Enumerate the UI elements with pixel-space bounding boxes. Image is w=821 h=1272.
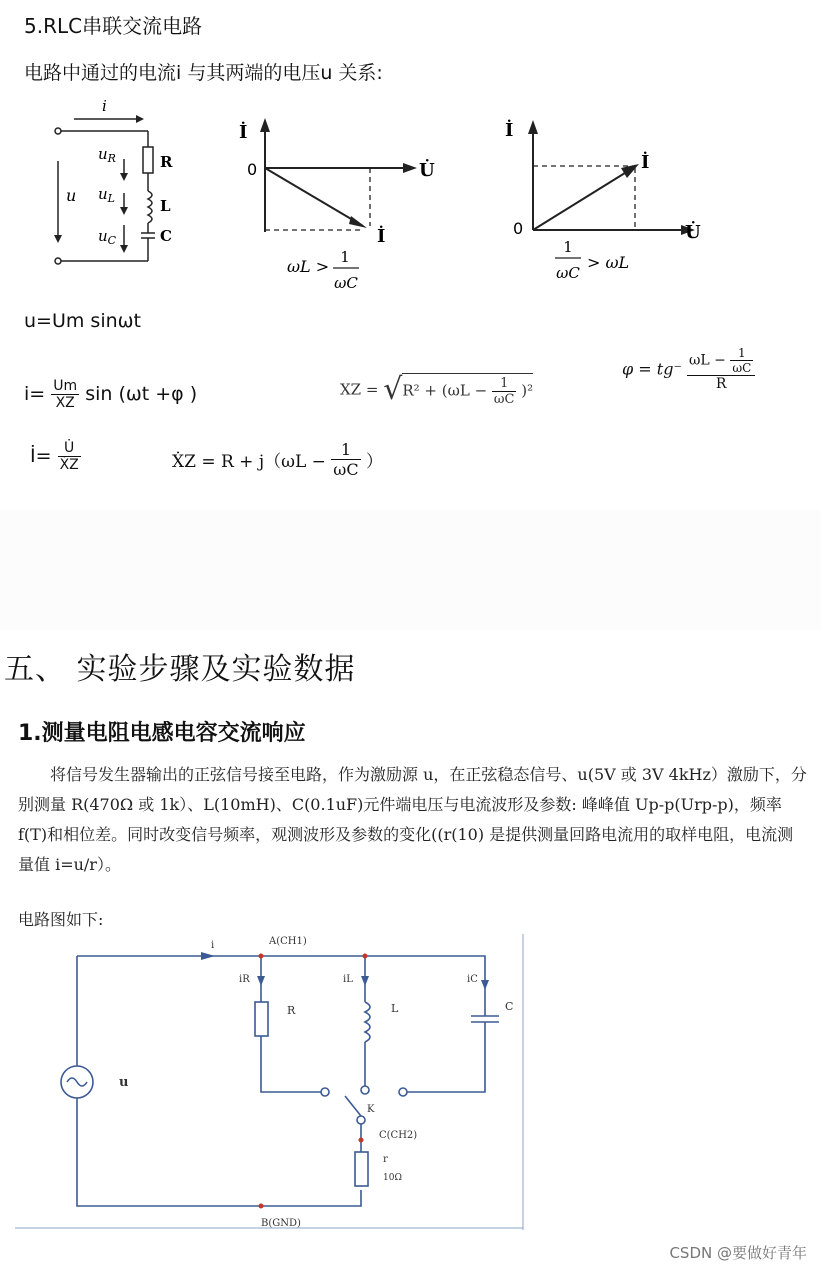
terminal-bottom [55,258,61,264]
svg-text:ωL >: ωL > [287,257,330,276]
terminal-top [55,128,61,134]
measurement-circuit-diagram [15,930,525,1230]
svg-text:L: L [391,1002,399,1015]
section-title: 5.RLC串联交流电路 [24,14,203,38]
svg-text:İ: İ [377,226,386,247]
svg-text:uC: $u_C$ [98,227,117,247]
formula-xz: XZ = √R² + (ωL − $\frac{1}{\omega C}$ )² [340,372,534,407]
svg-text:0: 0 [247,160,258,179]
svg-text:uR: $u_R$ [98,145,116,165]
resistor-R [143,147,153,173]
svg-text:C(CH2): C(CH2) [379,1130,418,1141]
subsection-title: 1.测量电阻电感电容交流响应 [18,721,306,746]
svg-text:1: 1 [563,238,573,256]
svg-text:L: L [160,197,171,215]
svg-text:B(GND): B(GND) [261,1218,301,1229]
inductor-L [148,191,152,223]
spacer-band [0,510,821,630]
svg-text:> ωL: > ωL [587,253,630,272]
circuit-caption: 电路图如下: [18,910,104,929]
svg-text:U̇: U̇ [419,160,435,181]
svg-text:ωC: ωC [556,264,580,282]
svg-text:10Ω: 10Ω [383,1173,402,1183]
svg-text:iR: iR [239,974,250,985]
svg-text:0: 0 [513,219,524,238]
svg-text:K: K [367,1104,375,1115]
svg-text:iC: iC [467,974,478,985]
heading-experiment-steps: 五、 实验步骤及实验数据 [4,652,356,687]
phasor-diagram-2 [505,110,715,285]
svg-text:ωC: ωC [334,274,358,292]
svg-text:İ: İ [239,122,248,143]
watermark-footer: CSDN @要做好青年 [669,1244,807,1262]
source-u-label: u [66,186,77,205]
svg-text:A(CH1): A(CH1) [269,936,307,947]
svg-text:uL: $u_L$ [98,185,115,205]
formula-xz-phasor: ẊZ = R + j（ωL − $\frac{1}{\omega C}$ ） [172,440,383,479]
formula-i: i= $\frac{Um}{XZ}$ sin (ωt +φ ) [24,378,198,411]
svg-text:R: R [160,153,173,171]
svg-text:C: C [160,227,172,245]
experiment-paragraph: 将信号发生器输出的正弦信号接至电路，作为激励源 u，在正弦稳态信号、u(5V 或 3V 4kHz）激励下，分别测量 R(470Ω 或 1k）、L(10mH)、C(0.1uF)元件端电压与电流波形及参数: 峰峰值 Up-p(Urp-p)，频率 f(T)和相位差。同时改变信号频率，观测波形及参数的变化((r(10) 是提供测量回路电流用的取样电阻，电流测量值 i=u/r）。 [18,765,807,874]
svg-text:C: C [505,1000,514,1013]
rlc-series-diagram [40,95,190,270]
intro-text: 电路中通过的电流i 与其两端的电压u 关系: [24,62,383,84]
svg-text:r: r [383,1154,388,1165]
formula-phi: φ = tg⁻ ωL − $\frac{1}{\omega C}$ R [622,346,755,392]
svg-text:U̇: U̇ [685,222,701,243]
svg-text:1: 1 [340,248,350,266]
svg-text:R: R [287,1004,296,1017]
svg-text:u: u [119,1075,129,1090]
svg-text:İ: İ [641,152,650,173]
formula-u: u=Um sinωt [24,310,141,332]
svg-text:iL: iL [343,974,353,985]
formula-i-phasor: İ= $\frac{U̇}{\text{ẊZ}}$ [30,440,79,473]
svg-text:İ: İ [505,120,514,141]
phasor-diagram-1 [235,110,445,295]
svg-text:i: i [211,940,215,951]
current-i-label: i [102,97,107,115]
